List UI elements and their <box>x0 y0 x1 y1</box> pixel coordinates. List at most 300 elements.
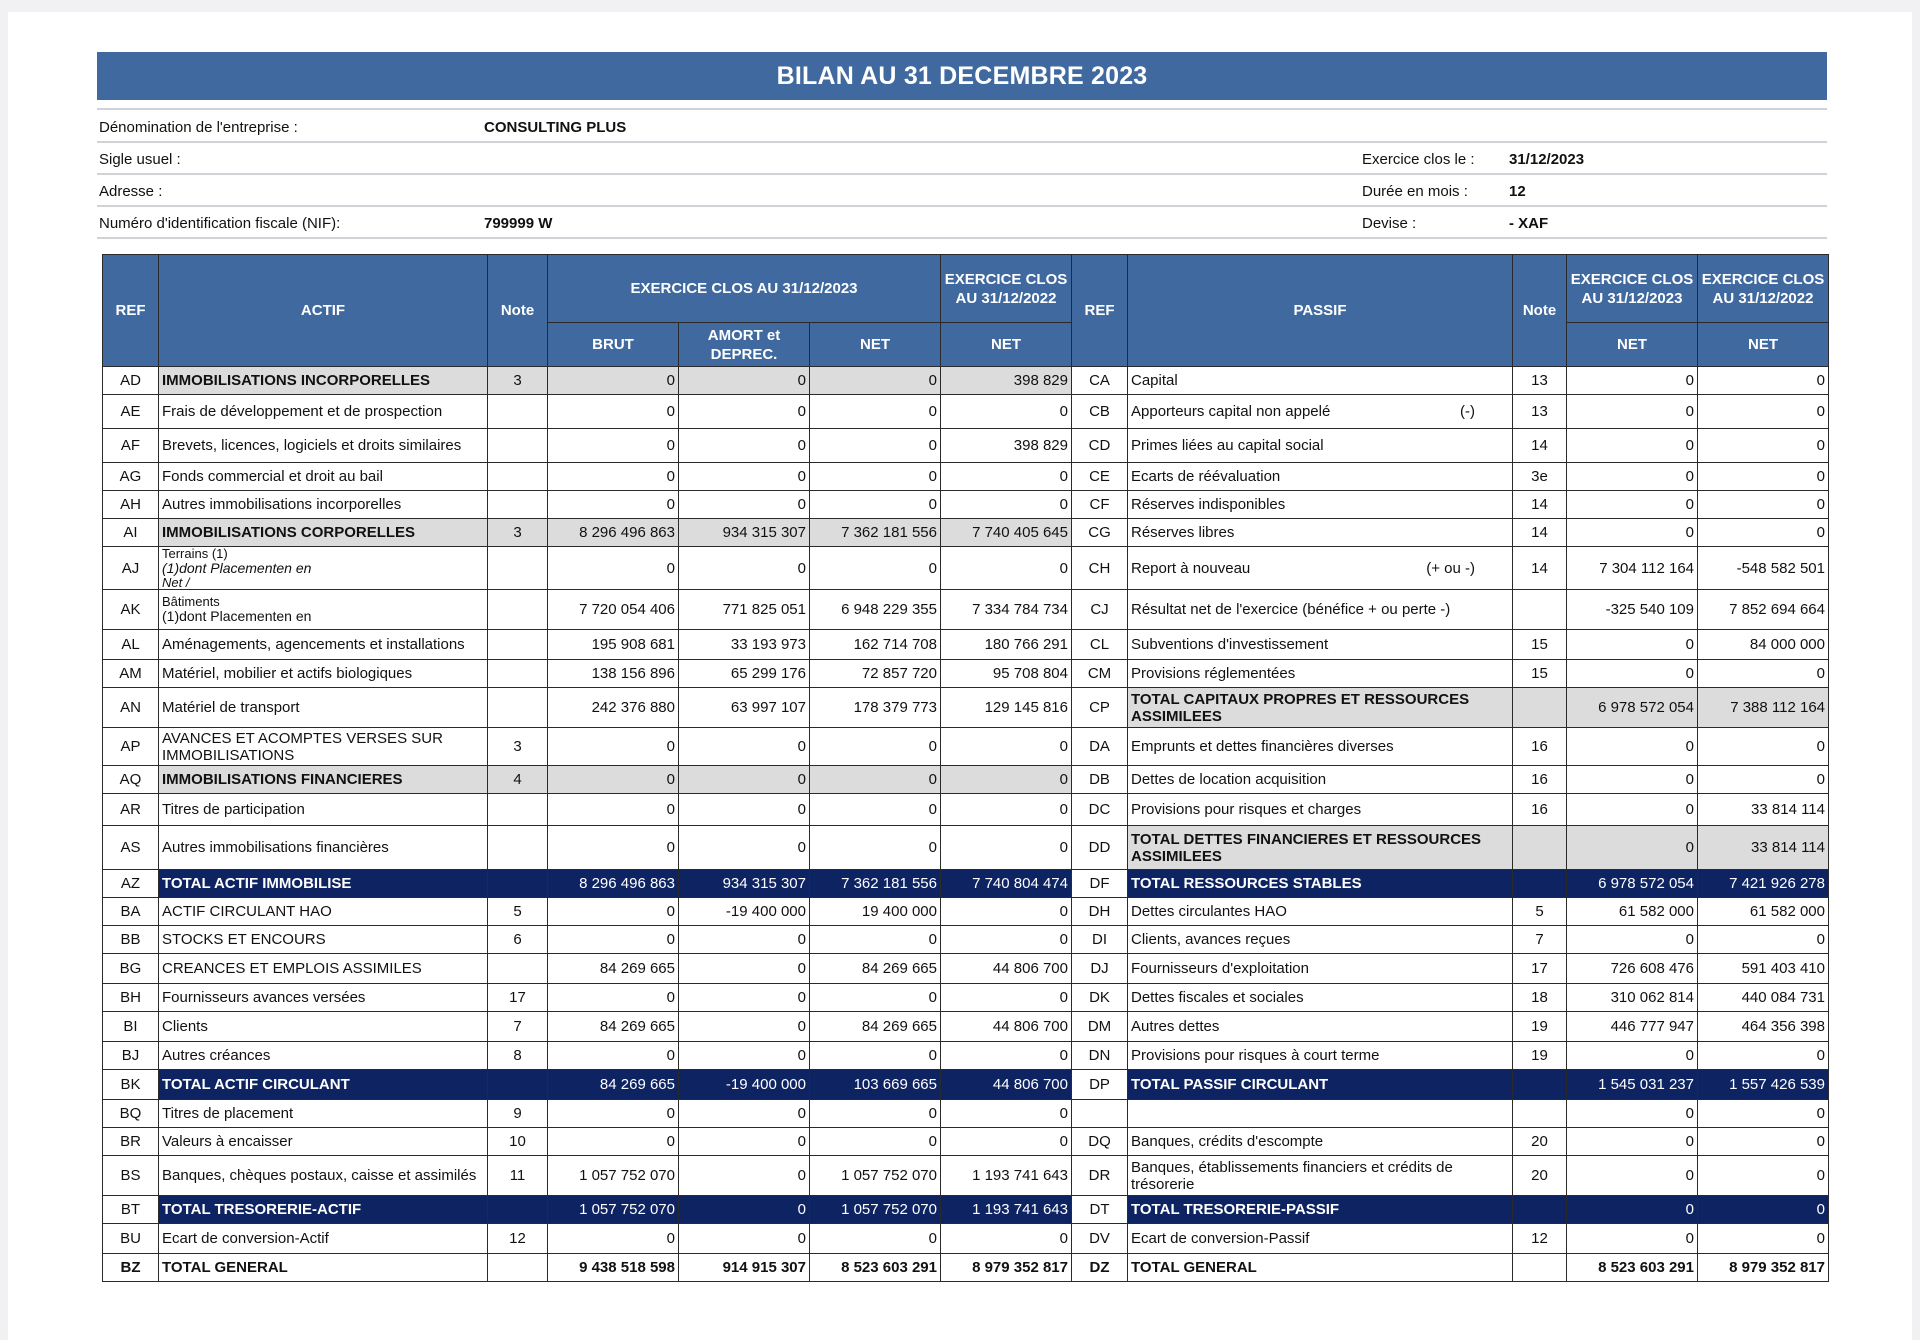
actif-label: AVANCES ET ACOMPTES VERSES SUR IMMOBILISATIONS <box>159 728 488 766</box>
passif-net-2022: 7 852 694 664 <box>1698 590 1829 630</box>
table-row <box>103 491 1829 519</box>
actif-brut: 0 <box>548 1128 679 1156</box>
passif-ref: DZ <box>1072 1254 1128 1282</box>
passif-net-2022: 33 814 114 <box>1698 794 1829 826</box>
actif-brut: 84 269 665 <box>548 1070 679 1100</box>
actif-brut: 8 296 496 863 <box>548 870 679 898</box>
passif-label: Banques, établissements financiers et crédits de trésorerie <box>1128 1156 1513 1196</box>
actif-note <box>488 491 548 519</box>
passif-net-2022: 7 388 112 164 <box>1698 688 1829 728</box>
actif-amort: -19 400 000 <box>679 898 810 926</box>
actif-brut: 242 376 880 <box>548 688 679 728</box>
actif-brut: 1 057 752 070 <box>548 1196 679 1224</box>
actif-note <box>488 794 548 826</box>
passif-note: 19 <box>1513 1012 1567 1042</box>
passif-note: 14 <box>1513 429 1567 463</box>
actif-ref: AI <box>103 519 159 547</box>
actif-net-2023: 7 362 181 556 <box>810 519 941 547</box>
actif-note <box>488 870 548 898</box>
table-row <box>103 590 1829 630</box>
actif-net-2022: 0 <box>941 794 1072 826</box>
passif-note: 15 <box>1513 630 1567 660</box>
passif-note: 15 <box>1513 660 1567 688</box>
passif-net-2022: 0 <box>1698 1128 1829 1156</box>
passif-note: 5 <box>1513 898 1567 926</box>
actif-note <box>488 688 548 728</box>
table-row <box>103 660 1829 688</box>
address-label: Adresse : <box>99 183 163 200</box>
actif-net-2023: 0 <box>810 395 941 429</box>
actif-net-2022: 0 <box>941 898 1072 926</box>
actif-net-2023: 84 269 665 <box>810 954 941 984</box>
actif-net-2022: 0 <box>941 547 1072 590</box>
passif-ref: DQ <box>1072 1128 1128 1156</box>
actif-amort: 0 <box>679 826 810 870</box>
passif-ref: DR <box>1072 1156 1128 1196</box>
passif-label: Provisions pour risques et charges <box>1128 794 1513 826</box>
actif-label: Aménagements, agencements et installations <box>159 630 488 660</box>
actif-net-2022: 8 979 352 817 <box>941 1254 1072 1282</box>
passif-net-2023: 1 545 031 237 <box>1567 1070 1698 1100</box>
actif-amort: 0 <box>679 1196 810 1224</box>
passif-net-2022: 8 979 352 817 <box>1698 1254 1829 1282</box>
actif-ref: BQ <box>103 1100 159 1128</box>
actif-net-2023: 0 <box>810 463 941 491</box>
actif-amort: 0 <box>679 1100 810 1128</box>
passif-net-2022: 0 <box>1698 491 1829 519</box>
actif-net-2022: 180 766 291 <box>941 630 1072 660</box>
actif-net-2023: 0 <box>810 429 941 463</box>
passif-net-2023: 7 304 112 164 <box>1567 547 1698 590</box>
actif-ref: BK <box>103 1070 159 1100</box>
actif-net-2023: 1 057 752 070 <box>810 1196 941 1224</box>
passif-ref: DC <box>1072 794 1128 826</box>
actif-net-2023: 0 <box>810 926 941 954</box>
actif-amort: 65 299 176 <box>679 660 810 688</box>
passif-net-2023: 0 <box>1567 794 1698 826</box>
actif-label: IMMOBILISATIONS INCORPORELLES <box>159 367 488 395</box>
passif-note: 18 <box>1513 984 1567 1012</box>
passif-net-2022: 0 <box>1698 728 1829 766</box>
actif-ref: AK <box>103 590 159 630</box>
passif-note: 13 <box>1513 395 1567 429</box>
table-row <box>103 898 1829 926</box>
actif-amort: 0 <box>679 1128 810 1156</box>
actif-net-2022: 0 <box>941 984 1072 1012</box>
passif-net-2023: 310 062 814 <box>1567 984 1698 1012</box>
actif-ref: BI <box>103 1012 159 1042</box>
passif-ref: DD <box>1072 826 1128 870</box>
passif-ref: CE <box>1072 463 1128 491</box>
actif-net-2022: 0 <box>941 491 1072 519</box>
actif-net-2022: 7 740 804 474 <box>941 870 1072 898</box>
actif-net-2023: 0 <box>810 1224 941 1254</box>
passif-ref: CJ <box>1072 590 1128 630</box>
col-note-actif: Note <box>488 255 548 367</box>
passif-net-2023: 0 <box>1567 826 1698 870</box>
actif-ref: BZ <box>103 1254 159 1282</box>
actif-label: Autres immobilisations financières <box>159 826 488 870</box>
actif-amort: 934 315 307 <box>679 870 810 898</box>
col-actif: ACTIF <box>159 255 488 367</box>
actif-brut: 0 <box>548 728 679 766</box>
actif-net-2022: 1 193 741 643 <box>941 1156 1072 1196</box>
passif-net-2023: 0 <box>1567 1156 1698 1196</box>
actif-brut: 0 <box>548 898 679 926</box>
col-exercise-2023: EXERCICE CLOS AU 31/12/2023 <box>548 255 941 323</box>
actif-note <box>488 463 548 491</box>
actif-brut: 0 <box>548 429 679 463</box>
passif-net-2023: 0 <box>1567 728 1698 766</box>
actif-ref: BS <box>103 1156 159 1196</box>
passif-note: 14 <box>1513 547 1567 590</box>
actif-amort: 0 <box>679 1156 810 1196</box>
table-row <box>103 728 1829 766</box>
table-row <box>103 519 1829 547</box>
passif-label: TOTAL CAPITAUX PROPRES ET RESSOURCES ASSIMILEES <box>1128 688 1513 728</box>
passif-ref: CG <box>1072 519 1128 547</box>
passif-ref <box>1072 1100 1128 1128</box>
actif-ref: AR <box>103 794 159 826</box>
actif-amort: 0 <box>679 491 810 519</box>
passif-label <box>1128 547 1513 590</box>
actif-note: 7 <box>488 1012 548 1042</box>
actif-note: 6 <box>488 926 548 954</box>
col-passif-net-2023: NET <box>1567 323 1698 367</box>
actif-ref: BU <box>103 1224 159 1254</box>
actif-brut: 0 <box>548 926 679 954</box>
actif-amort: 0 <box>679 1042 810 1070</box>
actif-note <box>488 547 548 590</box>
actif-label: Fournisseurs avances versées <box>159 984 488 1012</box>
table-row <box>103 630 1829 660</box>
actif-label-top: Terrains (1) <box>162 546 228 561</box>
actif-ref: AL <box>103 630 159 660</box>
passif-note <box>1513 1070 1567 1100</box>
actif-label: Autres immobilisations incorporelles <box>159 491 488 519</box>
col-exercise-2022: EXERCICE CLOS AU 31/12/2022 <box>941 255 1072 323</box>
passif-net-2022: 1 557 426 539 <box>1698 1070 1829 1100</box>
passif-note: 13 <box>1513 367 1567 395</box>
actif-ref: AD <box>103 367 159 395</box>
info-row-sigle <box>97 142 1827 175</box>
nif-value: 799999 W <box>484 215 553 232</box>
actif-brut: 0 <box>548 395 679 429</box>
table-row <box>103 1070 1829 1100</box>
passif-ref: DN <box>1072 1042 1128 1070</box>
actif-amort: 0 <box>679 547 810 590</box>
actif-ref: AZ <box>103 870 159 898</box>
actif-net-2023: 1 057 752 070 <box>810 1156 941 1196</box>
actif-label: Brevets, licences, logiciels et droits similaires <box>159 429 488 463</box>
actif-note: 8 <box>488 1042 548 1070</box>
actif-ref: BT <box>103 1196 159 1224</box>
actif-label: CREANCES ET EMPLOIS ASSIMILES <box>159 954 488 984</box>
actif-label <box>159 590 488 630</box>
table-row <box>103 794 1829 826</box>
info-row-nif <box>97 206 1827 239</box>
balance-sheet-page <box>8 12 1912 1340</box>
passif-note: 16 <box>1513 794 1567 826</box>
table-row <box>103 1224 1829 1254</box>
actif-brut: 0 <box>548 1042 679 1070</box>
actif-net-2022: 129 145 816 <box>941 688 1072 728</box>
actif-amort: 0 <box>679 926 810 954</box>
actif-net-2023: 0 <box>810 728 941 766</box>
passif-label: Provisions pour risques à court terme <box>1128 1042 1513 1070</box>
passif-label: Capital <box>1128 367 1513 395</box>
actif-ref: AJ <box>103 547 159 590</box>
col-passif: PASSIF <box>1128 255 1513 367</box>
actif-amort: 0 <box>679 766 810 794</box>
passif-ref: DJ <box>1072 954 1128 984</box>
actif-net-2023: 162 714 708 <box>810 630 941 660</box>
actif-label: Valeurs à encaisser <box>159 1128 488 1156</box>
col-passif-net-2022: NET <box>1698 323 1829 367</box>
passif-net-2023: 0 <box>1567 630 1698 660</box>
table-row <box>103 1100 1829 1128</box>
passif-note: 14 <box>1513 519 1567 547</box>
actif-net-2022: 398 829 <box>941 367 1072 395</box>
actif-ref: AS <box>103 826 159 870</box>
duration-label: Durée en mois : <box>1362 183 1468 200</box>
actif-label: Autres créances <box>159 1042 488 1070</box>
actif-net-2023: 7 362 181 556 <box>810 870 941 898</box>
passif-net-2022: 0 <box>1698 1224 1829 1254</box>
duration-value: 12 <box>1509 183 1526 200</box>
actif-note: 17 <box>488 984 548 1012</box>
passif-ref: CL <box>1072 630 1128 660</box>
passif-note <box>1513 870 1567 898</box>
actif-brut: 84 269 665 <box>548 954 679 984</box>
actif-net-2023: 0 <box>810 794 941 826</box>
passif-net-2022: 0 <box>1698 367 1829 395</box>
passif-net-2022: 0 <box>1698 1156 1829 1196</box>
passif-net-2023: 0 <box>1567 463 1698 491</box>
table-row <box>103 1156 1829 1196</box>
passif-label: Dettes fiscales et sociales <box>1128 984 1513 1012</box>
actif-brut: 0 <box>548 1224 679 1254</box>
actif-net-2022: 0 <box>941 766 1072 794</box>
actif-amort: 0 <box>679 728 810 766</box>
passif-ref: DB <box>1072 766 1128 794</box>
passif-label: Résultat net de l'exercice (bénéfice + ou perte -) <box>1128 590 1513 630</box>
passif-net-2023: 0 <box>1567 766 1698 794</box>
passif-label: Subventions d'investissement <box>1128 630 1513 660</box>
actif-brut: 0 <box>548 491 679 519</box>
passif-ref: DV <box>1072 1224 1128 1254</box>
passif-label-text: Apporteurs capital non appelé <box>1131 403 1331 420</box>
actif-note <box>488 826 548 870</box>
actif-amort: 0 <box>679 1224 810 1254</box>
passif-net-2023: 0 <box>1567 395 1698 429</box>
actif-net-2023: 0 <box>810 367 941 395</box>
actif-ref: AP <box>103 728 159 766</box>
passif-label: Autres dettes <box>1128 1012 1513 1042</box>
passif-label: TOTAL PASSIF CIRCULANT <box>1128 1070 1513 1100</box>
passif-label: TOTAL DETTES FINANCIERES ET RESSOURCES ASSIMILEES <box>1128 826 1513 870</box>
company-label: Dénomination de l'entreprise : <box>99 119 298 136</box>
actif-note <box>488 429 548 463</box>
passif-ref: DI <box>1072 926 1128 954</box>
currency-value: - XAF <box>1509 215 1549 232</box>
passif-net-2022: 0 <box>1698 1100 1829 1128</box>
passif-note <box>1513 1100 1567 1128</box>
passif-net-2022: 0 <box>1698 1042 1829 1070</box>
table-row <box>103 954 1829 984</box>
info-row-company <box>97 110 1827 143</box>
actif-brut: 0 <box>548 826 679 870</box>
actif-label: TOTAL GENERAL <box>159 1254 488 1282</box>
actif-ref: BA <box>103 898 159 926</box>
passif-note: 20 <box>1513 1128 1567 1156</box>
col-passif-2022: EXERCICE CLOS AU 31/12/2022 <box>1698 255 1829 323</box>
actif-note: 3 <box>488 728 548 766</box>
table-row <box>103 463 1829 491</box>
passif-note: 16 <box>1513 728 1567 766</box>
actif-brut: 0 <box>548 367 679 395</box>
table-row <box>103 1128 1829 1156</box>
actif-brut: 8 296 496 863 <box>548 519 679 547</box>
actif-amort: 934 315 307 <box>679 519 810 547</box>
actif-note: 3 <box>488 519 548 547</box>
actif-label <box>159 547 488 590</box>
passif-net-2023: 61 582 000 <box>1567 898 1698 926</box>
actif-net-2022: 0 <box>941 463 1072 491</box>
actif-note <box>488 660 548 688</box>
passif-label-sign: (-) <box>1460 403 1475 420</box>
passif-ref: DT <box>1072 1196 1128 1224</box>
actif-net-2022: 95 708 804 <box>941 660 1072 688</box>
passif-note <box>1513 826 1567 870</box>
actif-brut: 138 156 896 <box>548 660 679 688</box>
actif-amort: 0 <box>679 954 810 984</box>
table-row <box>103 1196 1829 1224</box>
passif-label: Réserves indisponibles <box>1128 491 1513 519</box>
passif-label <box>1128 395 1513 429</box>
actif-amort: 0 <box>679 1012 810 1042</box>
actif-brut: 1 057 752 070 <box>548 1156 679 1196</box>
passif-note: 14 <box>1513 491 1567 519</box>
passif-net-2023: 0 <box>1567 660 1698 688</box>
actif-net-2023: 84 269 665 <box>810 1012 941 1042</box>
actif-net-2023: 6 948 229 355 <box>810 590 941 630</box>
passif-note <box>1513 1254 1567 1282</box>
actif-brut: 195 908 681 <box>548 630 679 660</box>
passif-net-2023: 6 978 572 054 <box>1567 688 1698 728</box>
actif-brut: 0 <box>548 794 679 826</box>
table-row <box>103 826 1829 870</box>
actif-ref: AH <box>103 491 159 519</box>
info-row-address <box>97 174 1827 207</box>
passif-net-2022: -548 582 501 <box>1698 547 1829 590</box>
table-row <box>103 766 1829 794</box>
actif-label-top: Bâtiments <box>162 594 220 609</box>
actif-brut: 0 <box>548 766 679 794</box>
actif-brut: 84 269 665 <box>548 1012 679 1042</box>
passif-ref: CH <box>1072 547 1128 590</box>
passif-net-2023: 0 <box>1567 519 1698 547</box>
passif-note: 16 <box>1513 766 1567 794</box>
passif-label: Dettes de location acquisition <box>1128 766 1513 794</box>
actif-net-2023: 103 669 665 <box>810 1070 941 1100</box>
table-row <box>103 984 1829 1012</box>
col-brut: BRUT <box>548 323 679 367</box>
passif-note: 17 <box>1513 954 1567 984</box>
actif-net-2022: 44 806 700 <box>941 954 1072 984</box>
actif-label: Banques, chèques postaux, caisse et assimilés <box>159 1156 488 1196</box>
actif-ref: BB <box>103 926 159 954</box>
actif-net-2022: 44 806 700 <box>941 1012 1072 1042</box>
table-row <box>103 1254 1829 1282</box>
actif-label: Titres de participation <box>159 794 488 826</box>
passif-note: 20 <box>1513 1156 1567 1196</box>
table-row <box>103 1042 1829 1070</box>
passif-net-2022: 0 <box>1698 429 1829 463</box>
passif-note: 12 <box>1513 1224 1567 1254</box>
passif-net-2023: 0 <box>1567 1128 1698 1156</box>
passif-ref: CF <box>1072 491 1128 519</box>
actif-brut: 0 <box>548 1100 679 1128</box>
passif-label: Dettes circulantes HAO <box>1128 898 1513 926</box>
passif-net-2023: 446 777 947 <box>1567 1012 1698 1042</box>
actif-brut: 0 <box>548 984 679 1012</box>
actif-note: 5 <box>488 898 548 926</box>
passif-net-2022: 61 582 000 <box>1698 898 1829 926</box>
actif-net-2023: 19 400 000 <box>810 898 941 926</box>
passif-label: TOTAL TRESORERIE-PASSIF <box>1128 1196 1513 1224</box>
actif-note <box>488 630 548 660</box>
actif-amort: 0 <box>679 429 810 463</box>
actif-ref: AF <box>103 429 159 463</box>
actif-net-2023: 0 <box>810 766 941 794</box>
actif-net-2022: 398 829 <box>941 429 1072 463</box>
passif-net-2022: 0 <box>1698 1196 1829 1224</box>
actif-ref: BJ <box>103 1042 159 1070</box>
actif-label-main: (1)dont Placementen en <box>162 560 312 576</box>
actif-note <box>488 395 548 429</box>
col-ref-passif: REF <box>1072 255 1128 367</box>
passif-net-2023: 8 523 603 291 <box>1567 1254 1698 1282</box>
passif-ref: DA <box>1072 728 1128 766</box>
actif-brut: 7 720 054 406 <box>548 590 679 630</box>
actif-amort: 0 <box>679 984 810 1012</box>
currency-label: Devise : <box>1362 215 1417 232</box>
actif-net-2022: 0 <box>941 926 1072 954</box>
actif-net-2023: 0 <box>810 547 941 590</box>
actif-note: 9 <box>488 1100 548 1128</box>
col-net-2022: NET <box>941 323 1072 367</box>
balance-sheet-table <box>102 254 1829 1282</box>
actif-label: ACTIF CIRCULANT HAO <box>159 898 488 926</box>
actif-note <box>488 1254 548 1282</box>
table-row <box>103 367 1829 395</box>
passif-note <box>1513 1196 1567 1224</box>
passif-net-2023: 6 978 572 054 <box>1567 870 1698 898</box>
passif-net-2023: 0 <box>1567 1196 1698 1224</box>
actif-net-2022: 0 <box>941 1100 1072 1128</box>
actif-amort: 0 <box>679 367 810 395</box>
passif-net-2023: 0 <box>1567 491 1698 519</box>
passif-note: 3e <box>1513 463 1567 491</box>
passif-note: 19 <box>1513 1042 1567 1070</box>
passif-label: Ecarts de réévaluation <box>1128 463 1513 491</box>
actif-note: 11 <box>488 1156 548 1196</box>
page-title: BILAN AU 31 DECEMBRE 2023 <box>97 52 1827 100</box>
actif-net-2022: 0 <box>941 1128 1072 1156</box>
actif-label: TOTAL ACTIF IMMOBILISE <box>159 870 488 898</box>
actif-note <box>488 590 548 630</box>
